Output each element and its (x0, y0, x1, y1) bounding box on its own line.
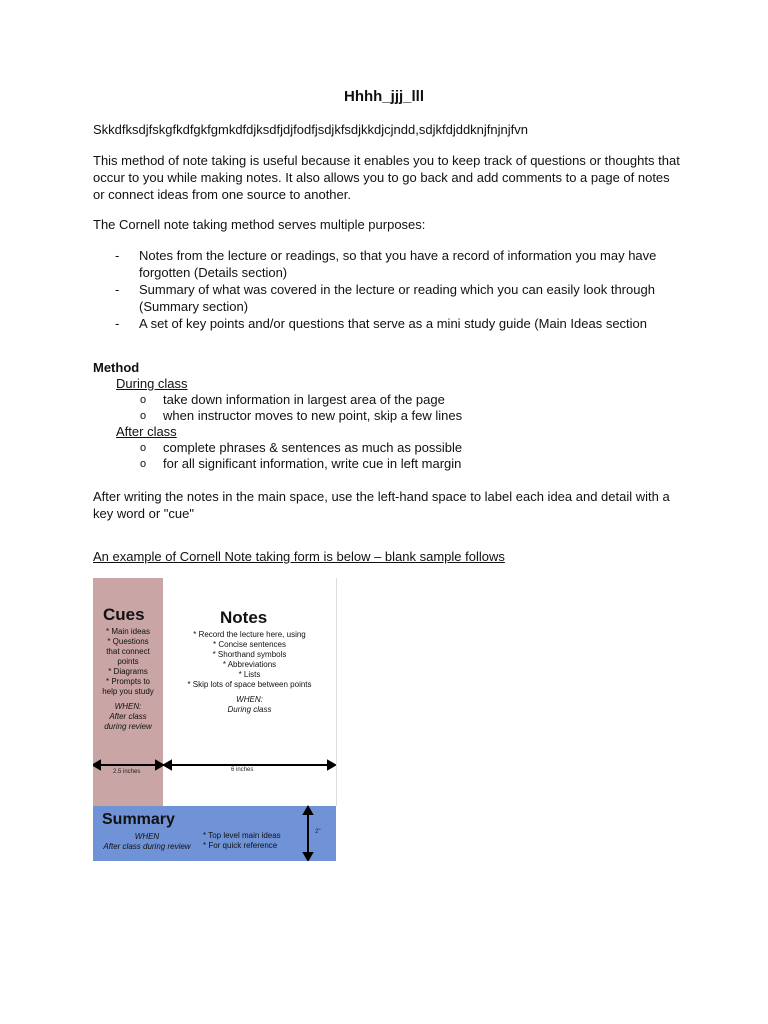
summary-when-line: WHEN (134, 832, 160, 841)
purpose-text: A set of key points and/or questions that serve as a mini study guide (Main Ideas section (139, 316, 648, 331)
purpose-text: Summary of what was covered in the lecture or reading which you can easily look through (Summary section) (139, 282, 655, 314)
arrowhead (304, 853, 312, 860)
cues-line: * Prompts to (105, 677, 150, 686)
list-item (140, 440, 462, 456)
cues-line: * Main ideas (105, 627, 151, 636)
dash-marker: - (115, 248, 120, 263)
summary-when-line: After class during review (103, 842, 191, 851)
list-item (140, 408, 462, 424)
notes-heading: Notes (220, 608, 268, 627)
cues-line: help you study (102, 687, 154, 696)
notes-line: * Shorthand symbols (212, 650, 287, 659)
cue-paragraph: After writing the notes in the main space, use the left-hand space to label each idea and detail with a key word or "cue" (93, 489, 670, 521)
circle-marker: o (140, 442, 147, 454)
arrowhead (328, 761, 335, 769)
arrowhead (156, 761, 163, 769)
during-class-list (140, 392, 462, 424)
document-title: Hhhh_jjj_lll (343, 88, 424, 105)
arrowhead (164, 761, 171, 769)
cues-line: points (117, 657, 139, 666)
cues-line: that connect (106, 647, 150, 656)
purposes-intro: The Cornell note taking method serves multiple purposes: (93, 217, 426, 232)
method-heading: Method (93, 360, 140, 375)
dash-marker: - (115, 316, 120, 331)
cues-when: WHEN: (114, 702, 142, 711)
summary-description (203, 831, 281, 851)
item-text: complete phrases & sentences as much as possible (163, 440, 463, 455)
notes-line: * Abbreviations (222, 660, 277, 669)
circle-marker: o (140, 458, 147, 470)
purpose-text: Notes from the lecture or readings, so that you have a record of information you may have forgotten (Details section) (139, 248, 657, 280)
cues-line: * Questions (107, 637, 149, 646)
summary-line: * For quick reference (203, 841, 278, 850)
item-text: when instructor moves to new point, skip a few lines (163, 408, 463, 423)
intro-paragraph: This method of note taking is useful because it enables you to keep track of questions or thoughts that occur to you while making notes. It also allows you to go back and add comments to a page of notes or connect ideas from one source to another. (93, 153, 680, 202)
purposes-list (93, 247, 693, 332)
list-item (93, 281, 693, 315)
notes-when: WHEN: (236, 695, 263, 704)
cues-width-label: 2.5 inches (113, 769, 141, 775)
notes-line: * Concise sentences (213, 640, 286, 649)
during-class-label: During class (116, 376, 188, 391)
circle-marker: o (140, 410, 147, 422)
cornell-diagram (93, 578, 336, 861)
after-class-label: After class (116, 424, 177, 439)
summary-height-label: 2" (315, 829, 321, 835)
dash-marker: - (115, 282, 120, 297)
summary-when (93, 832, 201, 852)
cues-when: during review (104, 722, 152, 731)
item-text: take down information in largest area of the page (163, 392, 445, 407)
list-item (93, 247, 693, 281)
after-class-list (140, 440, 462, 472)
notes-line: * Record the lecture here, using (193, 630, 306, 639)
cues-line: * Diagrams (108, 667, 148, 676)
example-caption: An example of Cornell Note taking form is below – blank sample follows (93, 549, 505, 564)
arrowhead (93, 761, 100, 769)
cues-when: After class (109, 712, 147, 721)
summary-heading: Summary (102, 811, 175, 828)
list-item (93, 315, 693, 332)
arrowhead (304, 807, 312, 814)
cues-heading: Cues (103, 605, 145, 624)
notes-when: During class (227, 705, 272, 714)
summary-line: * Top level main ideas (203, 831, 281, 840)
list-item (140, 456, 462, 472)
notes-line: * Skip lots of space between points (187, 680, 312, 689)
notes-line: * Lists (238, 670, 261, 679)
circle-marker: o (140, 394, 147, 406)
gibberish-line: Skkdfksdjfskgfkdfgkfgmkdfdjksdfjdjfodfjsdjkfsdjkkdjcjndd,sdjkfdjddknjfnjnjfvn (93, 122, 528, 137)
notes-width-label: 6 inches (231, 767, 254, 773)
list-item (140, 392, 462, 408)
item-text: for all significant information, write cue in left margin (163, 456, 462, 471)
